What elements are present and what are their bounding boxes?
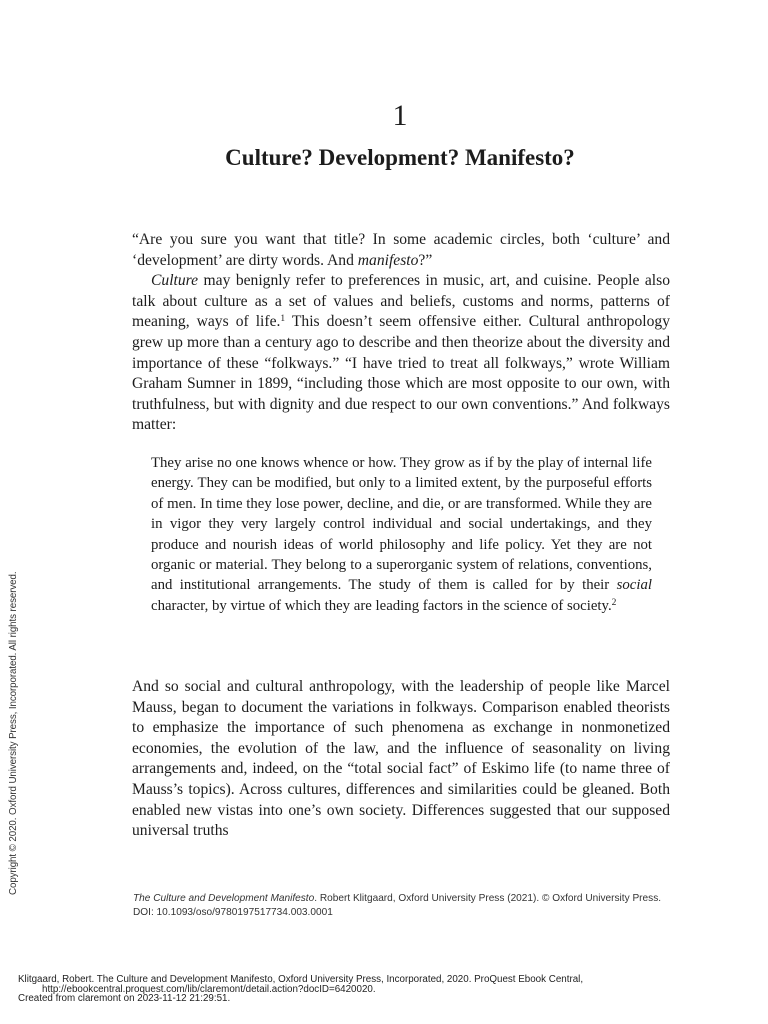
body-text-top [132,230,670,436]
paragraph-2-text: may benignly refer to preferences in music, art, and cuisine. People also talk about culture as a set of values and beliefs, customs and norms, patterns of meaning, ways of life. [132,272,670,331]
source-note-citation [133,892,693,906]
paragraph-1 [132,230,670,271]
footer-line-3: Created from claremont on 2023-11-12 21:29:51. [18,993,231,1005]
block-quote-text: They arise no one knows whence or how. They grow as if by the play of internal life energy. They can be modified, but only to a limited extent, by the purposeful efforts of men. In time they lose power, decline, and die, or are transformed. While they are in vigor they very largely control individual and social undertakings, and they produce and nourish ideas of world philosophy and life policy. Yet they are not organic or material. They belong to a superorganic system of relations, conventions, and institutional arrangements. The study of them is called for by their [151,455,652,594]
block-quote [151,453,652,616]
paragraph-2-italic: Culture [151,272,199,290]
side-copyright: Copyright © 2020. Oxford University Press, Incorporated. All rights reserved. [8,571,19,895]
footer-line-1: Klitgaard, Robert. The Culture and Development Manifesto, Oxford University Press, Incorporated, 2020. ProQuest Ebook Central, [18,974,584,985]
footer-link[interactable]: http://ebookcentral.proquest.com/lib/claremont/detail.action?docID=6420020. [42,983,376,995]
block-quote-italic: social [616,577,652,594]
block-quote-paragraph [151,453,652,616]
source-note-book-title: The Culture and Development Manifesto [133,893,315,904]
footnote-ref-1[interactable]: 1 [280,314,286,325]
paragraph-2-end: This doesn’t seem offensive either. Cultural anthropology grew up more than a century ago to describe and then theorize about the diversity and importance of these “folkways.” “I have tried to treat all folkways,” wrote William Graham Sumner in 1899, “including those which are most opposite to our own, with truthfulness, but with dignity and due respect to our own conventions.” And folkways matter: [132,313,670,434]
source-note-rest: . Robert Klitgaard, Oxford University Press (2021). © Oxford University Press. [314,893,662,904]
paragraph-3: And so social and cultural anthropology, with the leadership of people like Marcel Mauss, began to document the variations in folkways. Comparison enabled theorists to emphasize the importance of such phenomena as exchange in nonmonetized economies, the evolution of the law, and the influence of seasonality on living arrangements and, indeed, on the “total social fact” of Eskimo life (to name three of Mauss’s topics). Across cultures, differences and similarities could be gleaned. Both enabled new vistas into one’s own society. Differences suggested that our supposed universal truths [132,678,670,840]
paragraph-1-italic: manifesto [357,251,419,269]
block-quote-end: character, by virtue of which they are leading factors in the science of society. [151,597,612,614]
chapter-number: 1 [392,99,408,132]
footnote-ref-2[interactable]: 2 [611,597,617,608]
body-text-bottom [132,677,670,842]
paragraph-2 [132,271,670,436]
page-footer [18,975,758,1004]
source-note [133,892,693,920]
paragraph-1-end: ?” [418,251,433,269]
source-note-doi: DOI: 10.1093/oso/9780197517734.003.0001 [133,907,333,918]
paragraph-1-text: “Are you sure you want that title? In some academic circles, both ‘culture’ and ‘development’ are dirty words. And [132,231,670,269]
chapter-title: Culture? Development? Manifesto? [225,145,575,170]
